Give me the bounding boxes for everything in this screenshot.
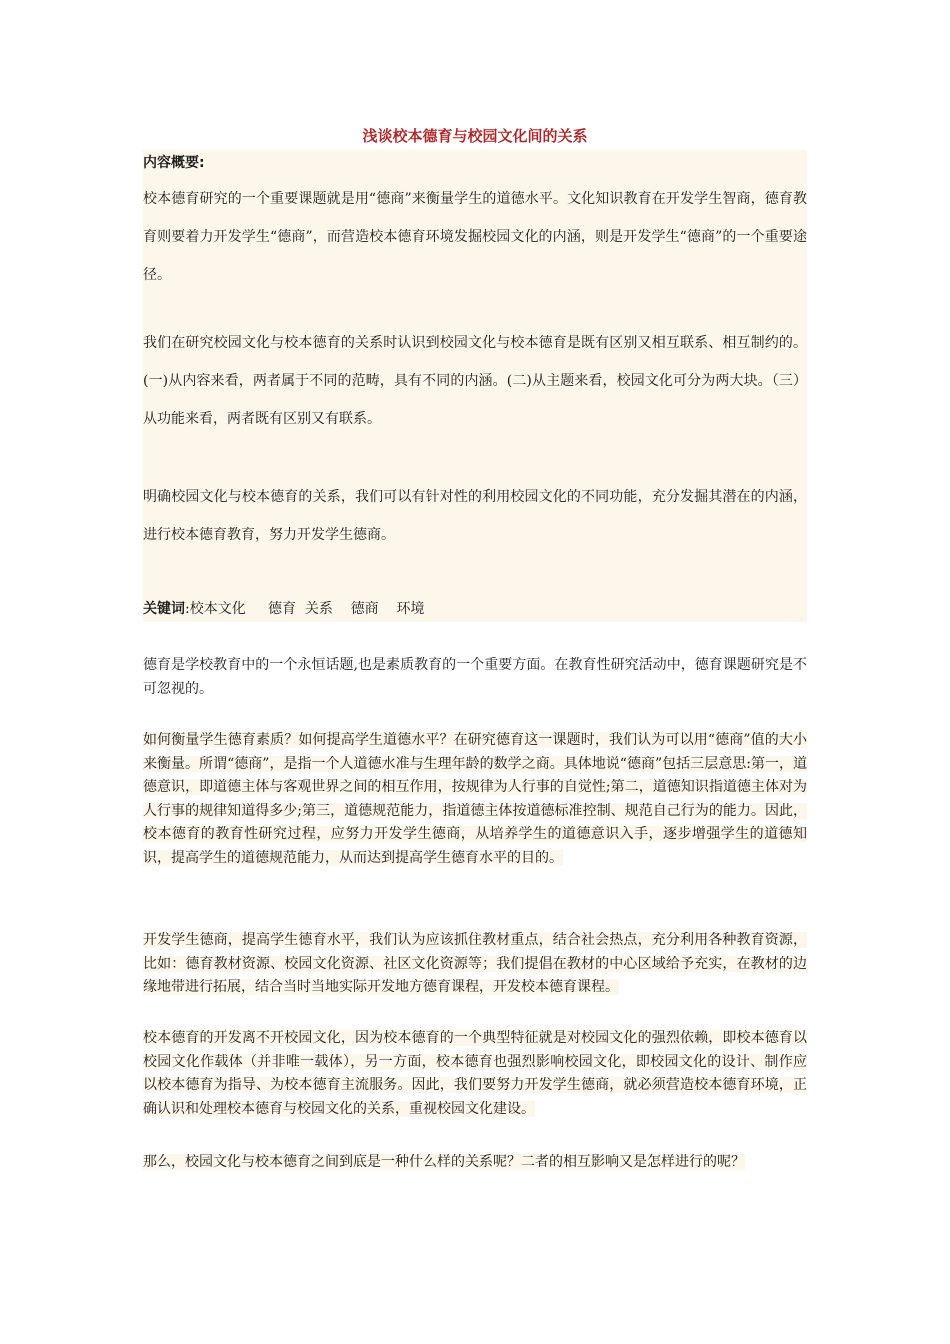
body-paragraph-1-text: 德育是学校教育中的一个永恒话题,也是素质教育的一个重要方面。在教育性研究活动中，德育课题研究是不可忽视的。: [143, 657, 807, 697]
keywords-label: 关键词: [143, 601, 185, 617]
body-paragraph-2-text: 如何衡量学生德育素质？如何提高学生道德水平？在研究德育这一课题时，我们认为可以用“德商”值的大小来衡量。所谓“德商”，是指一个人道德水准与生理年龄的数学之商。具体地说“德商”包括三层意思:第一，道德意识，即道德主体与客观世界之间的相互作用，按规律为人行事的自觉性;第二，道德知识指道德主体对为人行事的规律知道得多少;第三，道德规范能力，指道德主体按道德标准控制、规范自己行为的能力。因此，校本德育的教育性研究过程，应努力开发学生德商，从培养学生的道德意识入手，逐步增强学生的道德知识，提高学生的道德规范能力，从而达到提高学生德育水平的目的。: [143, 732, 807, 866]
keywords-line: [143, 598, 424, 618]
body-paragraph-4-text: 校本德育的开发离不开校园文化，因为校本德育的一个典型特征就是对校园文化的强烈依赖，即校本德育以校园文化作载体（并非唯一载体），另一方面，校本德育也强烈影响校园文化，即校园文化的设计、制作应以校本德育为指导、为校本德育主流服务。因此，我们要努力开发学生德商，就必须营造校本德育环境，正确认识和处理校本德育与校园文化的关系，重视校园文化建设。: [143, 1030, 807, 1117]
body-paragraph-1: [143, 654, 807, 701]
body-paragraph-2: [143, 729, 807, 870]
body-paragraph-4: [143, 1027, 807, 1121]
abstract-paragraph-2: 我们在研究校园文化与校本德育的关系时认识到校园文化与校本德育是既有区别又相互联系、相互制约的。(一)从内容来看，两者属于不同的范畴，具有不同的内涵。(二)从主题来看，校园文化可分为两大块。（三）从功能来看，两者既有区别又有联系。: [143, 335, 807, 427]
body-paragraph-3-text: 开发学生德商，提高学生德育水平，我们认为应该抓住教材重点，结合社会热点，充分利用各种教育资源，比如：德育教材资源、校园文化资源、社区文化资源等；我们提倡在教材的中心区域给予充实，在教材的边缘地带进行拓展，结合当时当地实际开发地方德育课程，开发校本德育课程。: [143, 932, 807, 995]
abstract-paragraph-1: 校本德育研究的一个重要课题就是用“德商”来衡量学生的道德水平。文化知识教育在开发学生智商，德育教育则要着力开发学生“德商”，而营造校本德育环境发掘校园文化的内涵，则是开发学生“德商”的一个重要途径。: [143, 191, 807, 283]
body-paragraph-5: [143, 1151, 807, 1175]
keywords-list: :校本文化 德育 关系 德商 环境: [185, 601, 425, 617]
abstract-heading: 内容概要:: [143, 155, 205, 171]
abstract-paragraph-3: 明确校园文化与校本德育的关系，我们可以有针对性的利用校园文化的不同功能，充分发掘其潜在的内涵，进行校本德育教育，努力开发学生德商。: [143, 489, 807, 543]
abstract-section: [143, 150, 807, 622]
body-paragraph-5-text: 那么，校园文化与校本德育之间到底是一种什么样的关系呢？二者的相互影响又是怎样进行的呢？: [143, 1154, 745, 1170]
document-title: 浅谈校本德育与校园文化间的关系: [362, 127, 588, 145]
body-paragraph-3: [143, 929, 807, 1000]
